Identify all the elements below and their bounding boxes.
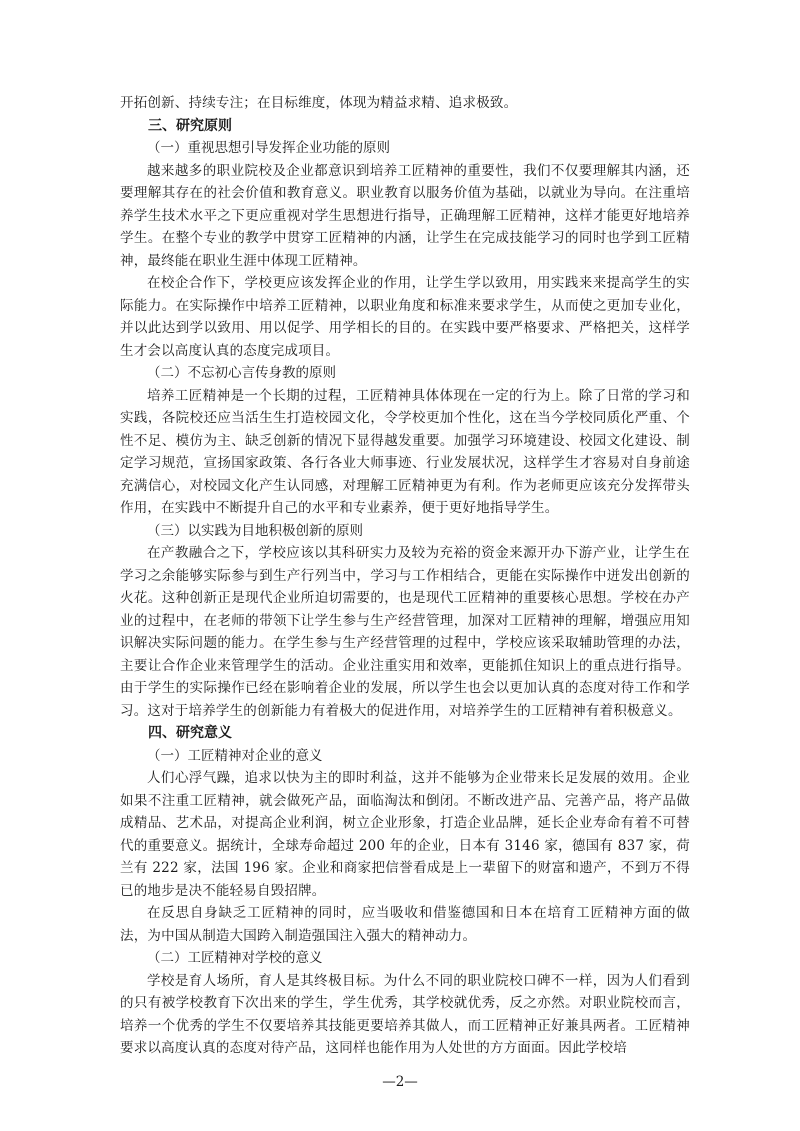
paragraph: 在产教融合之下，学校应该以其科研实力及较为充裕的资金来源开办下游产业，让学生在学习之余能够实际参与到生产行列当中，学习与工作相结合，更能在实际操作中迸发出创新的火花。这种创新正是现代企业所迫切需要的，也是现代工匠精神的重要核心思想。学校在办产业的过程中，在老师的带领下让学生参与生产经营管理，加深对工匠精神的理解，增强应用知识解决实际问题的能力。在学生参与生产经营管理的过程中，学校应该采取辅助管理的办法，主要让合作企业来管理学生的活动。企业注重实用和效率，更能抓住知识上的重点进行指导。由于学生的实际操作已经在影响着企业的发展，所以学生也会以更加认真的态度对待工作和学习。这对于培养学生的创新能力有着极大的促进作用，对培养学生的工匠精神有着积极意义。 <box>120 545 690 719</box>
section-heading: 四、研究意义 <box>148 725 232 741</box>
paragraph: 人们心浮气躁，追求以快为主的即时利益，这并不能够为企业带来长足发展的效用。企业如果不注重工匠精神，就会做死产品，面临淘汰和倒闭。不断改进产品、完善产品，将产品做成精品、艺术品，对提高企业利润，树立企业形象，打造企业品牌，延长企业寿命有着不可替代的重要意义。据统计，全球寿命超过 200 年的企业，日本有 3146 家，德国有 837 家，荷兰有 222 家，法国 196 家。企业和商家把信誉看成是上一辈留下的财富和遗产，不到万不得已的地步是决不能轻易自毁招牌。 <box>120 770 690 899</box>
paragraph: 培养工匠精神是一个长期的过程，工匠精神具体体现在一定的行为上。除了日常的学习和实践，各院校还应当活生生打造校园文化，令学校更加个性化，这在当今学校同质化严重、个性不足、模仿为主、缺乏创新的情况下显得越发重要。加强学习环境建设、校园文化建设、制定学习规范，宣扬国家政策、各行各业大师事迹、行业发展状况，这样学生才容易对自身前途充满信心，对校园文化产生认同感，对理解工匠精神更为有利。作为老师更应该充分发挥带头作用，在实践中不断提升自己的水平和专业素养，便于更好地指导学生。 <box>120 387 690 516</box>
paragraph: 在反思自身缺乏工匠精神的同时，应当吸收和借鉴德国和日本在培育工匠精神方面的做法，为中国从制造大国跨入制造强国注入强大的精神动力。 <box>120 905 690 944</box>
section-heading: 三、研究原则 <box>148 117 232 134</box>
subsection-heading: （三）以实践为目地积极创新的原则 <box>147 522 363 539</box>
document-body <box>120 92 690 1060</box>
paragraph: 在校企合作下，学校更应该发挥企业的作用，让学生学以致用，用实践来来提高学生的实际能力。在实际操作中培养工匠精神，以职业角度和标准来要求学生，从而使之更加专业化，并以此达到学以致用、用以促学、用学相长的目的。在实践中要严格要求、严格把关，这样学生才会以高度认真的态度完成项目。 <box>120 275 690 359</box>
page-number: —2— <box>382 1074 418 1090</box>
paragraph: 学校是育人场所，育人是其终极目标。为什么不同的职业院校口碑不一样，因为人们看到的只有被学校教育下次出来的学生，学生优秀，其学校就优秀，反之亦然。对职业院校而言，培养一个优秀的学生不仅要培养其技能更要培养其做人，而工匠精神正好兼具两者。工匠精神要求以高度认真的态度对待产品，这同样也能作用为人处世的方方面面。因此学校培 <box>120 972 690 1056</box>
paragraph: 越来越多的职业院校及企业都意识到培养工匠精神的重要性，我们不仅要理解其内涵，还要理解其存在的社会价值和教育意义。职业教育以服务价值为基础，以就业为导向。在注重培养学生技术水平之下更应重视对学生思想进行指导，正确理解工匠精神，这样才能更好地培养学生。在整个专业的教学中贯穿工匠精神的内涵，让学生在完成技能学习的同时也学到工匠精神，最终能在职业生涯中体现工匠精神。 <box>120 162 690 269</box>
subsection-heading: （二）工匠精神对学校的意义 <box>147 950 323 966</box>
subsection-heading: （一）工匠精神对企业的意义 <box>147 747 323 764</box>
subsection-heading: （一）重视思想引导发挥企业功能的原则 <box>147 140 390 156</box>
subsection-heading: （二）不忘初心言传身教的原则 <box>147 365 336 381</box>
paragraph: 开拓创新、持续专注；在目标维度，体现为精益求精、追求极致。 <box>120 95 518 111</box>
